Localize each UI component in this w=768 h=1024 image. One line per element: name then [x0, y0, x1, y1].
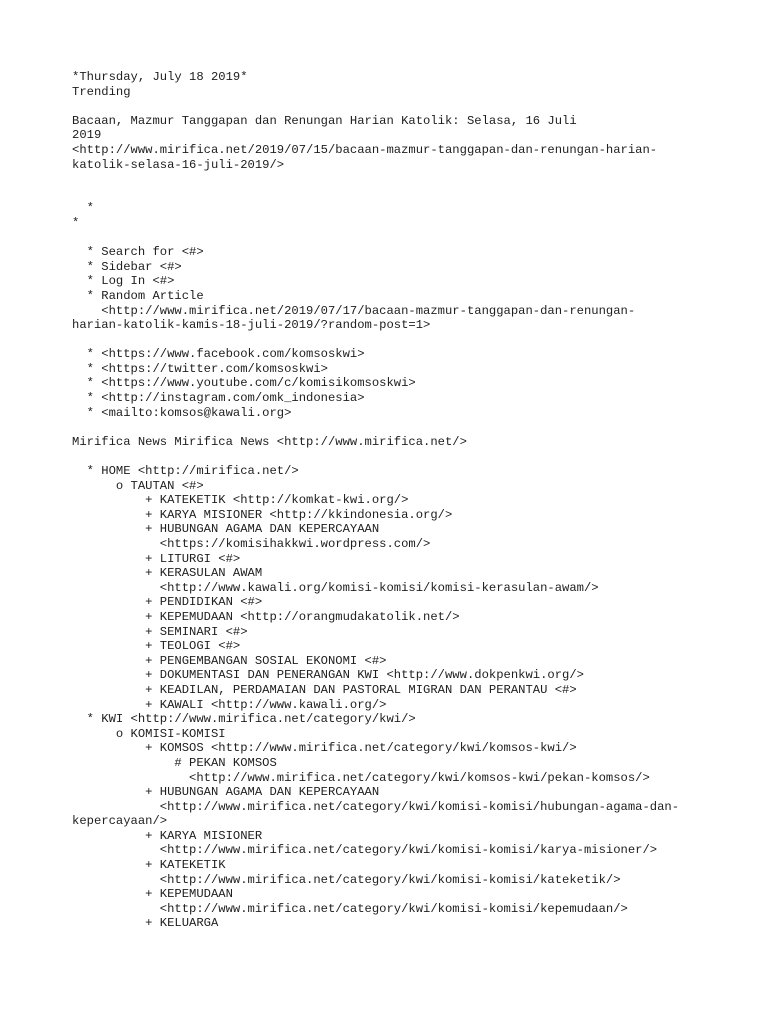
text-line: katolik-selasa-16-juli-2019/>	[72, 157, 285, 172]
text-line: * <https://www.youtube.com/c/komisikomsoskwi>	[72, 376, 416, 391]
text-line: Trending	[72, 84, 131, 99]
text-line	[72, 172, 748, 187]
text-line	[72, 99, 748, 114]
text-line: + LITURGI <#>	[72, 551, 241, 566]
text-line: # PEKAN KOMSOS	[72, 755, 277, 770]
text-line: + PENDIDIKAN <#>	[72, 595, 263, 610]
text-line: * <https://www.facebook.com/komsoskwi>	[72, 347, 365, 362]
text-line: kepercayaan/>	[72, 814, 168, 829]
text-line: + PENGEMBANGAN SOSIAL EKONOMI <#>	[72, 653, 387, 668]
text-line: + KATEKETIK	[72, 858, 226, 873]
text-line: + KEPEMUDAAN	[72, 887, 233, 902]
text-line: * Search for <#>	[72, 245, 204, 260]
text-line: Bacaan, Mazmur Tanggapan dan Renungan Harian Katolik: Selasa, 16 Juli	[72, 113, 577, 128]
text-line: + KOMSOS <http://www.mirifica.net/category/kwi/komsos-kwi/>	[72, 741, 577, 756]
text-line: <http://www.mirifica.net/2019/07/17/bacaan-mazmur-tanggapan-dan-renungan-	[72, 303, 636, 318]
text-line: + KATEKETIK <http://komkat-kwi.org/>	[72, 493, 409, 508]
text-line	[72, 187, 748, 202]
text-line: *	[72, 215, 80, 230]
text-line: <http://www.mirifica.net/2019/07/15/bacaan-mazmur-tanggapan-dan-renungan-harian-	[72, 142, 658, 157]
text-line: + SEMINARI <#>	[72, 624, 248, 639]
text-line: + HUBUNGAN AGAMA DAN KEPERCAYAAN	[72, 785, 380, 800]
text-line: <http://www.kawali.org/komisi-komisi/komisi-kerasulan-awam/>	[72, 580, 599, 595]
text-line	[72, 420, 748, 435]
text-line: * <mailto:komsos@kawali.org>	[72, 405, 292, 420]
text-line: * Random Article	[72, 288, 204, 303]
text-line: + KEADILAN, PERDAMAIAN DAN PASTORAL MIGRAN DAN PERANTAU <#>	[72, 682, 577, 697]
text-line: * KWI <http://www.mirifica.net/category/kwi/>	[72, 712, 416, 727]
text-line: harian-katolik-kamis-18-juli-2019/?random-post=1>	[72, 318, 431, 333]
text-line: + DOKUMENTASI DAN PENERANGAN KWI <http://www.dokpenkwi.org/>	[72, 668, 584, 683]
text-line: o TAUTAN <#>	[72, 478, 204, 493]
text-line: o KOMISI-KOMISI	[72, 726, 226, 741]
text-line: + KARYA MISIONER <http://kkindonesia.org/>	[72, 507, 453, 522]
text-line: <https://komisihakkwi.wordpress.com/>	[72, 537, 431, 551]
text-line	[72, 333, 748, 348]
text-line: <http://www.mirifica.net/category/kwi/komisi-komisi/karya-misioner/>	[72, 843, 658, 858]
text-line: + HUBUNGAN AGAMA DAN KEPERCAYAAN	[72, 522, 380, 537]
text-line: + KAWALI <http://www.kawali.org/>	[72, 697, 387, 712]
text-line: * <http://instagram.com/omk_indonesia>	[72, 391, 365, 406]
text-line: * Sidebar <#>	[72, 259, 182, 274]
text-line	[72, 231, 748, 246]
text-line: + TEOLOGI <#>	[72, 639, 241, 654]
text-line: + KEPEMUDAAN <http://orangmudakatolik.net/>	[72, 609, 460, 624]
text-line: * HOME <http://mirifica.net/>	[72, 464, 299, 479]
text-line: + KARYA MISIONER	[72, 828, 263, 843]
document-text	[72, 70, 748, 931]
text-line	[72, 449, 748, 464]
text-line: <http://www.mirifica.net/category/kwi/komisi-komisi/hubungan-agama-dan-	[72, 799, 680, 814]
text-line: *	[72, 201, 94, 216]
text-line: *Thursday, July 18 2019*	[72, 70, 248, 84]
text-line: <http://www.mirifica.net/category/kwi/komisi-komisi/kepemudaan/>	[72, 901, 628, 916]
text-line: Mirifica News Mirifica News <http://www.mirifica.net/>	[72, 434, 467, 449]
text-line: <http://www.mirifica.net/category/kwi/komsos-kwi/pekan-komsos/>	[72, 770, 650, 785]
text-line: * <https://twitter.com/komsoskwi>	[72, 361, 328, 376]
text-line: 2019	[72, 128, 102, 143]
text-line: <http://www.mirifica.net/category/kwi/komisi-komisi/kateketik/>	[72, 872, 621, 887]
text-line: + KERASULAN AWAM	[72, 566, 263, 581]
text-line: * Log In <#>	[72, 274, 175, 289]
text-line: + KELUARGA	[72, 916, 219, 931]
